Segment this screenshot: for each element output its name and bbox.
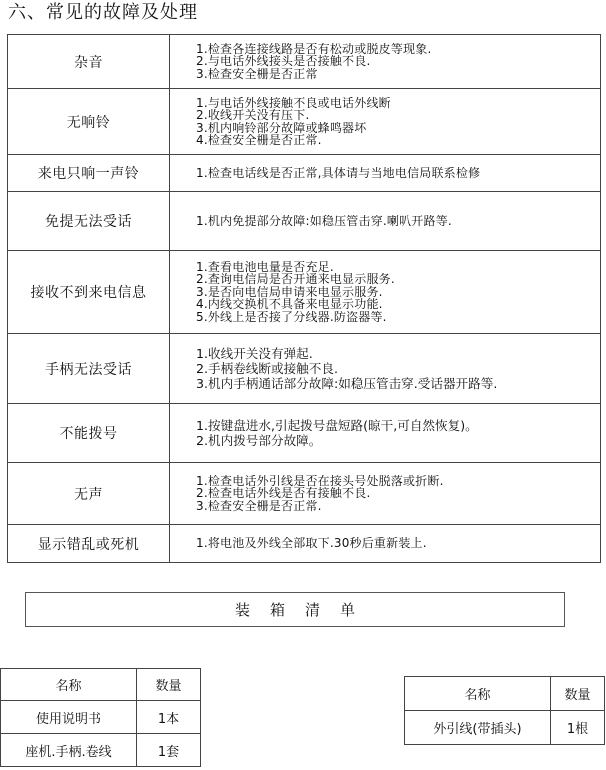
solution-line: 1.将电池及外线全部取下.30秒后重新装上. [196, 537, 427, 550]
solution-line: 1.检查电话线是否正常,具体请与当地电信局联系检修 [196, 166, 481, 180]
solution-line: 1.查看电池电量是否充足. [196, 260, 334, 274]
symptom-cell: 无声 [8, 463, 170, 525]
solution-line: 2.与电话外线接头是否接触不良. [196, 55, 371, 68]
symptom-cell: 免提无法受话 [8, 192, 170, 251]
packing-item-qty: 1套 [137, 734, 201, 767]
packing-header-qty: 数量 [137, 669, 201, 701]
solution-line: 3.机内手柄通话部分故障:如稳压管击穿.受话器开路等. [196, 376, 498, 391]
packing-item-qty: 1根 [551, 711, 605, 745]
solution-line: 1.收线开关没有弹起. [196, 346, 313, 361]
packing-list-title: 装箱清单 [25, 592, 565, 627]
solution-line: 1.与电话外线接触不良或电话外线断 [196, 96, 391, 109]
symptom-cell: 杂音 [8, 35, 170, 89]
trouble-row [8, 334, 601, 404]
packing-table-2 [404, 676, 605, 745]
symptom-cell: 不能拨号 [8, 404, 170, 463]
packing-header-name: 名称 [405, 677, 551, 711]
packing-header-name: 名称 [1, 669, 137, 701]
symptom-cell: 接收不到来电信息 [8, 251, 170, 334]
solution-line: 1.机内免提部分故障:如稳压管击穿.喇叭开路等. [196, 214, 452, 228]
section-title: 六、常见的故障及处理 [8, 2, 198, 23]
trouble-row [8, 463, 601, 525]
solution-line: 4.内线交换机不具备来电显示功能. [196, 298, 383, 311]
solution-line: 3.检查安全栅是否正常 [196, 67, 318, 81]
solution-line: 4.检查安全栅是否正常. [196, 134, 322, 147]
symptom-cell: 无响铃 [8, 89, 170, 155]
solution-line: 2.手柄卷线断或接触不良. [196, 361, 338, 376]
packing-item-name: 座机.手柄.卷线 [1, 734, 137, 767]
solution-line: 2.查询电信局是否开通来电显示服务. [196, 273, 395, 286]
packing-table-1 [0, 668, 201, 767]
solution-line: 1.检查各连接线路是否有松动或脱皮等现象. [196, 42, 432, 56]
symptom-cell: 显示错乱或死机 [8, 525, 170, 563]
packing-header-qty: 数量 [551, 677, 605, 711]
trouble-row [8, 192, 601, 251]
trouble-row [8, 251, 601, 334]
solution-cell [170, 155, 601, 192]
solution-line: 1.检查电话外引线是否在接头号处脱落或折断. [196, 474, 444, 488]
solution-line: 5.外线上是否接了分线器.防盗器等. [196, 310, 387, 324]
packing-item-name: 使用说明书 [1, 701, 137, 734]
solution-line: 2.检查电话外线是否有接触不良. [196, 487, 371, 500]
troubleshooting-table [7, 34, 601, 563]
solution-cell [170, 251, 601, 334]
packing-item-name: 外引线(带插头) [405, 711, 551, 745]
solution-line: 3.机内响铃部分故障或蜂鸣器坏 [196, 121, 367, 134]
solution-cell [170, 404, 601, 463]
solution-cell [170, 35, 601, 89]
solution-line: 2.收线开关没有压下. [196, 109, 310, 122]
symptom-cell: 手柄无法受话 [8, 334, 170, 404]
symptom-cell: 来电只响一声铃 [8, 155, 170, 192]
trouble-row [8, 89, 601, 155]
packing-item-qty: 1本 [137, 701, 201, 734]
solution-cell [170, 525, 601, 563]
solution-cell [170, 463, 601, 525]
trouble-row [8, 155, 601, 192]
trouble-row [8, 404, 601, 463]
trouble-row [8, 35, 601, 89]
solution-line: 1.按键盘进水,引起拨号盘短路(晾干,可自然恢复)。 [196, 418, 478, 433]
solution-cell [170, 89, 601, 155]
solution-line: 3.检查安全栅是否正常. [196, 499, 322, 513]
solution-cell [170, 192, 601, 251]
trouble-row [8, 525, 601, 563]
solution-line: 3.是否向电信局申请来电显示服务. [196, 285, 383, 299]
solution-line: 2.机内拨号部分故障。 [196, 433, 322, 448]
solution-cell [170, 334, 601, 404]
